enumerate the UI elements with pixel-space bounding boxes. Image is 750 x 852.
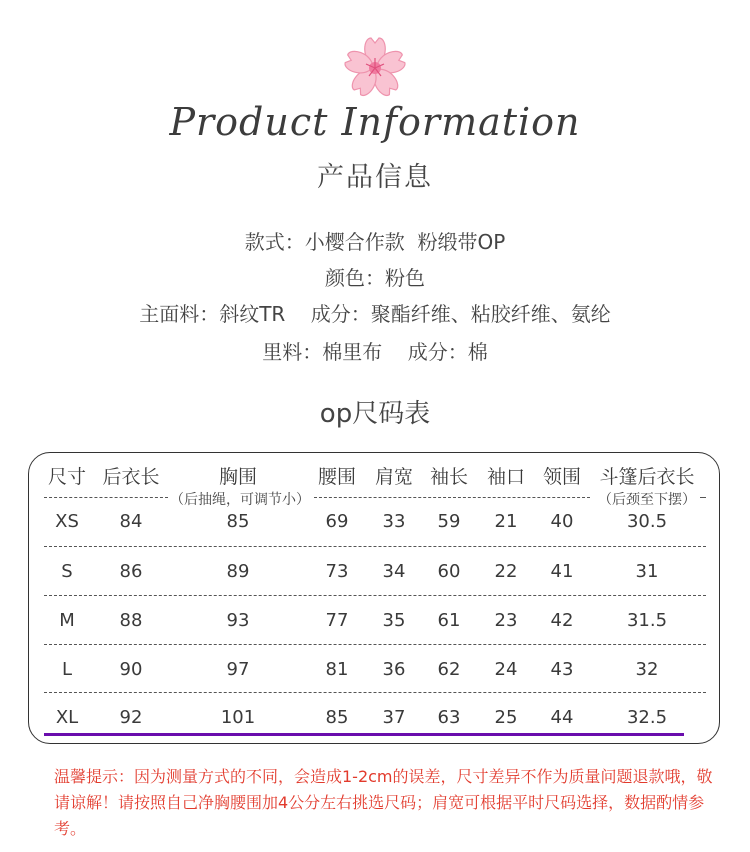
table-cell: 88 [119, 610, 143, 631]
table-cell: 60 [437, 561, 461, 582]
size-chart-title: op尺码表 [319, 399, 431, 429]
table-cell: 61 [437, 610, 461, 631]
row-divider [44, 644, 706, 645]
row-divider [44, 595, 706, 596]
table-cell: 34 [382, 561, 406, 582]
table-cell: 33 [382, 511, 406, 532]
row-divider [44, 546, 706, 547]
table-header-shoulder: 肩宽 [374, 466, 414, 488]
table-cell: 21 [494, 511, 518, 532]
header-divider-left [44, 497, 168, 498]
table-header-bust-note: （后抽绳，可调节小） [170, 492, 310, 508]
header-divider-right [700, 497, 706, 498]
table-cell: 89 [226, 561, 250, 582]
table-cell: 32.5 [626, 707, 668, 728]
sakura-flower-icon [340, 32, 410, 102]
product-information-title-cn: 产品信息 [317, 162, 433, 193]
table-cell: 69 [325, 511, 349, 532]
size-note: 温馨提示：因为测量方式的不同，会造成1-2cm的误差，尺寸差异不作为质量问题退款哦，敬请谅解！请按照自己净胸腰围加4公分左右挑选尺码；肩宽可根据平时尺码选择，数据酌情参考。 [54, 767, 713, 838]
table-cell: 43 [550, 659, 574, 680]
info-color-line: 颜色：粉色 [325, 266, 425, 290]
table-cell: 93 [226, 610, 250, 631]
table-cell: 35 [382, 610, 406, 631]
table-header-back-length: 后衣长 [102, 466, 160, 488]
table-cell: S [61, 561, 73, 582]
header-divider-middle [314, 497, 590, 498]
table-cell: 85 [226, 511, 250, 532]
table-cell: 36 [382, 659, 406, 680]
table-cell: 37 [382, 707, 406, 728]
table-header-cape-length: 斗篷后衣长 [599, 466, 695, 488]
table-header-waist: 腰围 [317, 466, 357, 488]
table-cell: XL [55, 707, 79, 728]
table-header-cuff: 袖口 [486, 466, 526, 488]
table-cell: 85 [325, 707, 349, 728]
table-header-size: 尺寸 [47, 466, 87, 488]
table-cell: 97 [226, 659, 250, 680]
table-cell: 32 [635, 659, 659, 680]
table-cell: 86 [119, 561, 143, 582]
table-cell: 81 [325, 659, 349, 680]
info-main-fabric-line: 主面料：斜纹TR 成分：聚酯纤维、粘胶纤维、氨纶 [139, 302, 611, 326]
table-cell: 42 [550, 610, 574, 631]
table-cell: 31 [635, 561, 659, 582]
table-cell: 63 [437, 707, 461, 728]
table-cell: XS [55, 511, 79, 532]
info-lining-line: 里料：棉里布 成分：棉 [262, 340, 488, 364]
table-header-collar: 领围 [542, 466, 582, 488]
table-cell: 22 [494, 561, 518, 582]
table-cell: 101 [220, 707, 256, 728]
table-cell: 73 [325, 561, 349, 582]
table-cell: 44 [550, 707, 574, 728]
table-cell: 62 [437, 659, 461, 680]
table-cell: 30.5 [626, 511, 668, 532]
row-divider [44, 692, 706, 693]
table-cell: 92 [119, 707, 143, 728]
table-cell: L [61, 659, 73, 680]
table-header-sleeve-length: 袖长 [429, 466, 469, 488]
table-header-cape-note: （后颈至下摆） [598, 492, 696, 508]
table-cell: 84 [119, 511, 143, 532]
info-style-line: 款式：小樱合作款 粉缎带OP [244, 230, 506, 254]
table-cell: 31.5 [626, 610, 668, 631]
table-bottom-accent-line [44, 733, 684, 736]
table-cell: 59 [437, 511, 461, 532]
table-cell: 24 [494, 659, 518, 680]
product-information-title: Product Information [169, 100, 581, 144]
table-cell: 25 [494, 707, 518, 728]
table-cell: 40 [550, 511, 574, 532]
table-cell: 41 [550, 561, 574, 582]
table-cell: 77 [325, 610, 349, 631]
table-cell: 23 [494, 610, 518, 631]
table-cell: M [59, 610, 75, 631]
table-cell: 90 [119, 659, 143, 680]
table-header-bust: 胸围 [218, 466, 258, 488]
